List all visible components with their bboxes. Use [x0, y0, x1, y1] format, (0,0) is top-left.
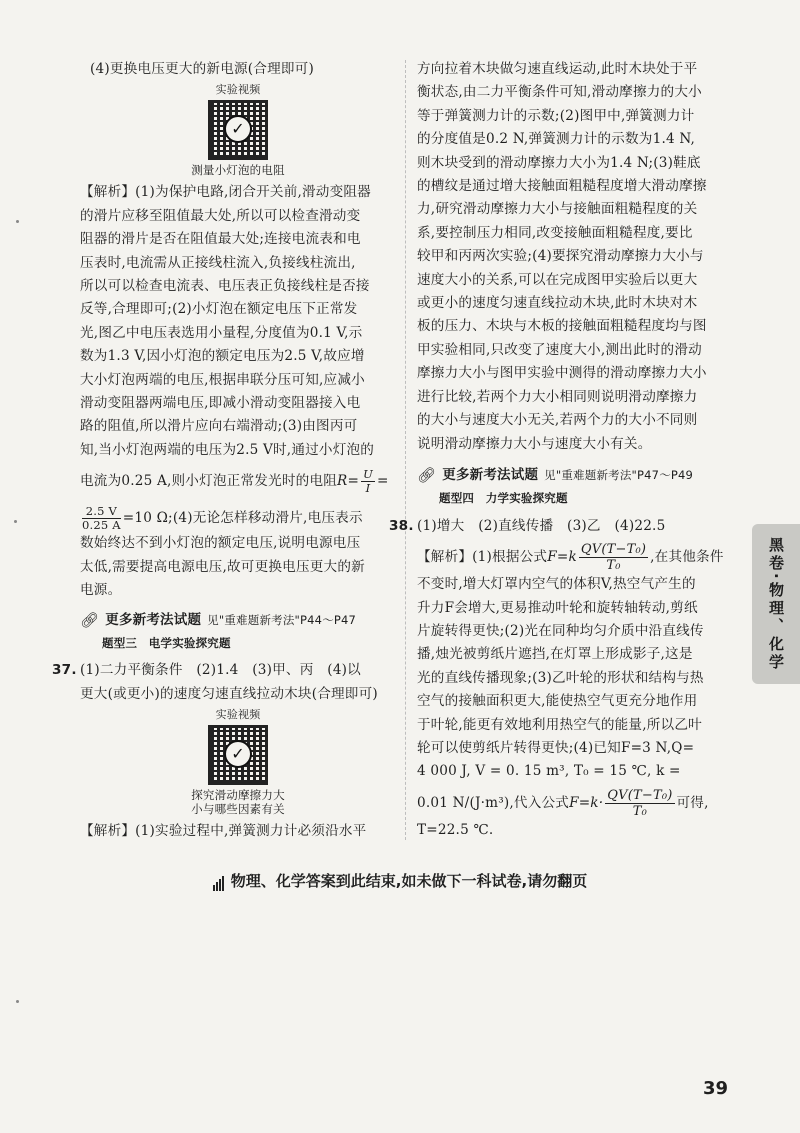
frac-num: U — [363, 467, 373, 482]
analysis-line: 电源。 — [80, 582, 122, 599]
frac-num: 2.5 V — [82, 505, 121, 519]
qr-caption-top: 实验视频 — [215, 708, 261, 722]
answer-line: 更大(或更小)的速度匀速直线拉动木块(合理即可) — [80, 685, 378, 702]
analysis-line: 的大小与速度大小无关,若两个力的大小不同则 — [417, 412, 698, 429]
formula-line — [80, 468, 396, 495]
question-type-label: 题型四 力学实验探究题 — [439, 491, 568, 506]
paperclip-icon: 🔗︎ — [417, 465, 437, 484]
answer-37 — [52, 659, 396, 682]
check-icon: ✓ — [224, 115, 252, 143]
analysis-line: 轮可以使剪纸片转得更快;(4)已知F=3 N,Q= — [417, 739, 695, 756]
analysis-line: 不变时,增大灯罩内空气的体积V,热空气产生的 — [417, 576, 696, 593]
qr-video-2[interactable] — [80, 708, 396, 816]
formula-text-post: ,在其他条件 — [650, 549, 724, 566]
more-ref: 见"重难题新考法"P44～P47 — [207, 612, 357, 627]
analysis-line: 反等,合理即可;(2)小灯泡在额定电压下正常发 — [80, 301, 358, 318]
page-number: 39 — [703, 1078, 729, 1099]
analysis-37 — [417, 58, 733, 456]
answer-38 — [389, 515, 733, 538]
analysis-line: 衡状态,由二力平衡条件可知,滑动摩擦力的大小 — [417, 84, 702, 101]
fraction-formula — [605, 788, 674, 819]
frac-num: QV(T−T₀) — [607, 787, 673, 803]
analysis-line: 或更小的速度匀速直线拉动木块,此时木块对木 — [417, 295, 698, 312]
signal-bars-icon — [213, 873, 225, 891]
qr-video-1[interactable] — [80, 83, 396, 177]
formula-text-post: 可得, — [676, 794, 709, 811]
formula-text: 电流为0.25 A,则小灯泡正常发光时的电阻 — [80, 473, 338, 490]
scan-dot — [16, 220, 19, 223]
formula-text: 0.01 N/(J·m³),代入公式 — [417, 794, 570, 811]
analysis-line: 升力F会增大,更易推动叶轮和旋转轴转动,剪纸 — [417, 599, 698, 616]
frac-den: I — [365, 481, 371, 496]
answer-line: (1)二力平衡条件 (2)1.4 (3)甲、丙 (4)以 — [80, 662, 361, 679]
formula-rest: =10 Ω;(4)无论怎样移动滑片,电压表示 — [122, 510, 363, 527]
analysis-line: 于叶轮,能更有效地利用热空气的能量,所以乙叶 — [417, 716, 702, 733]
analysis-line: 阻器的滑片是否在阻值最大处;连接电流表和电 — [80, 231, 361, 248]
analysis-line: 系,要控制压力相同,改变接触面粗糙程度,要比 — [417, 224, 693, 241]
analysis-line: 太低,需要提高电源电压,故可更换电压更大的新 — [80, 558, 365, 575]
analysis-line: 所以可以检查电流表、电压表正负接线柱是否接 — [80, 278, 370, 295]
qr-caption-bottom-2: 小与哪些因素有关 — [191, 802, 285, 817]
analysis-line: 数为1.3 V,因小灯泡的额定电压为2.5 V,故应增 — [80, 348, 365, 365]
analysis-line: 摩擦力大小与图甲实验中测得的滑动摩擦力大小 — [417, 365, 707, 382]
analysis-37-start: 【解析】(1)实验过程中,弹簧测力计必须沿水平 — [80, 823, 367, 840]
paperclip-icon: 🔗︎ — [80, 610, 100, 629]
analysis-line: 的滑片应移至阻值最大处,所以可以检查滑动变 — [80, 207, 361, 224]
analysis-38-last-formula — [417, 788, 733, 819]
analysis-line: 力,研究滑动摩擦力大小与接触面粗糙程度的关 — [417, 201, 698, 218]
analysis-line: 的分度值是0.2 N,弹簧测力计的示数为1.4 N, — [417, 131, 696, 148]
analysis-line: 较甲和丙两次实验;(4)要探究滑动摩擦力大小与 — [417, 248, 704, 265]
formula-line-2 — [80, 505, 396, 532]
fraction-formula — [579, 542, 648, 573]
more-questions-link-2[interactable] — [417, 464, 733, 487]
analysis-line: 大小灯泡两端的电压,根据串联分压可知,应减小 — [80, 371, 365, 388]
frac-den: 0.25 A — [82, 518, 121, 533]
more-title: 更多新考法试题 — [442, 466, 539, 483]
formula-f: F=k — [547, 549, 577, 566]
analysis-line: 说明滑动摩擦力大小与速度大小有关。 — [417, 435, 652, 452]
analysis-line: 则木块受到的滑动摩擦力大小为1.4 N;(3)鞋底 — [417, 154, 701, 171]
analysis-line: 等于弹簧测力计的示数;(2)图甲中,弹簧测力计 — [417, 107, 695, 124]
frac-den: T₀ — [632, 803, 648, 819]
column-divider — [405, 60, 406, 840]
left-column — [52, 58, 396, 844]
right-column — [389, 58, 733, 842]
analysis-line: 进行比较,若两个力大小相同则说明滑动摩擦力 — [417, 388, 698, 405]
analysis-line: 光,图乙中电压表选用小量程,分度值为0.1 V,示 — [80, 324, 363, 341]
analysis-36 — [80, 181, 396, 602]
analysis-line: 甲实验相同,只改变了速度大小,测出此时的滑动 — [417, 341, 702, 358]
analysis-line: 片旋转得更快;(2)光在同种均匀介质中沿直线传 — [417, 622, 704, 639]
analysis-38 — [417, 573, 733, 842]
analysis-line: 方向拉着木块做匀速直线运动,此时木块处于平 — [417, 61, 698, 77]
analysis-line: 的槽纹是通过增大接触面粗糙程度增大滑动摩擦 — [417, 178, 707, 195]
question-number: 38. — [389, 517, 414, 534]
analysis-line: 数始终达不到小灯泡的额定电压,说明电源电压 — [80, 535, 361, 552]
frac-den: T₀ — [606, 558, 621, 574]
more-title: 更多新考法试题 — [105, 611, 202, 628]
scan-dot — [16, 1000, 19, 1003]
qr-caption-top: 实验视频 — [215, 83, 261, 97]
qr-caption-bottom-1: 探究滑动摩擦力大 — [191, 788, 285, 803]
formula-eq: = — [376, 473, 389, 490]
analysis-result: T=22.5 ℃. — [417, 821, 494, 838]
analysis-line: 空气的接触面积更大,能使热空气更充分地作用 — [417, 693, 698, 710]
question-type-label: 题型三 电学实验探究题 — [102, 635, 231, 650]
qr-code-icon — [208, 725, 268, 785]
analysis-line: 4 000 J, V = 0. 15 m³, T₀ = 15 ℃, k = — [417, 763, 681, 780]
more-ref: 见"重难题新考法"P47～P49 — [544, 467, 694, 482]
analysis-line: 板的压力、木块与木板的接触面粗糙程度均与图 — [417, 318, 707, 335]
question-number: 37. — [52, 662, 77, 679]
answer-item-4: (4)更换电压更大的新电源(合理即可) — [90, 61, 314, 77]
analysis-38-formula — [417, 542, 733, 573]
formula-f: F=k· — [569, 794, 604, 811]
qr-caption-bottom: 测量小灯泡的电阻 — [191, 163, 285, 178]
analysis-line: 速度大小的关系,可以在完成图甲实验后以更大 — [417, 271, 698, 288]
answer-line: (1)增大 (2)直线传播 (3)乙 (4)22.5 — [417, 517, 666, 534]
check-icon: ✓ — [224, 740, 252, 768]
analysis-line: 知,当小灯泡两端的电压为2.5 V时,通过小灯泡的 — [80, 441, 375, 458]
formula-text: 【解析】(1)根据公式 — [417, 549, 548, 566]
end-notice-text: 物理、化学答案到此结束,如未做下一科试卷,请勿翻页 — [230, 872, 588, 890]
more-questions-link-1[interactable] — [80, 609, 396, 632]
analysis-line: 【解析】(1)为保护电路,闭合开关前,滑动变阻器 — [80, 184, 371, 201]
analysis-line: 滑动变阻器两端电压,即减小滑动变阻器接入电 — [80, 395, 361, 412]
fraction-value — [82, 505, 121, 532]
qr-code-icon — [208, 100, 268, 160]
end-notice — [0, 870, 800, 891]
side-tab-label: 黑卷·物理、化学 — [752, 524, 800, 684]
frac-num: QV(T−T₀) — [580, 542, 647, 558]
fraction-u-over-i — [361, 468, 375, 495]
analysis-line: 路的阻值,所以滑片应向右端滑动;(3)由图丙可 — [80, 418, 358, 435]
scan-dot — [14, 520, 17, 523]
analysis-line: 播,烛光被剪纸片遮挡,在灯罩上形成影子,这是 — [417, 646, 693, 663]
analysis-line: 光的直线传播现象;(3)乙叶轮的形状和结构与热 — [417, 669, 704, 686]
formula-r: R= — [337, 473, 360, 490]
analysis-line: 压表时,电流需从正接线柱流入,负接线柱流出, — [80, 254, 356, 271]
